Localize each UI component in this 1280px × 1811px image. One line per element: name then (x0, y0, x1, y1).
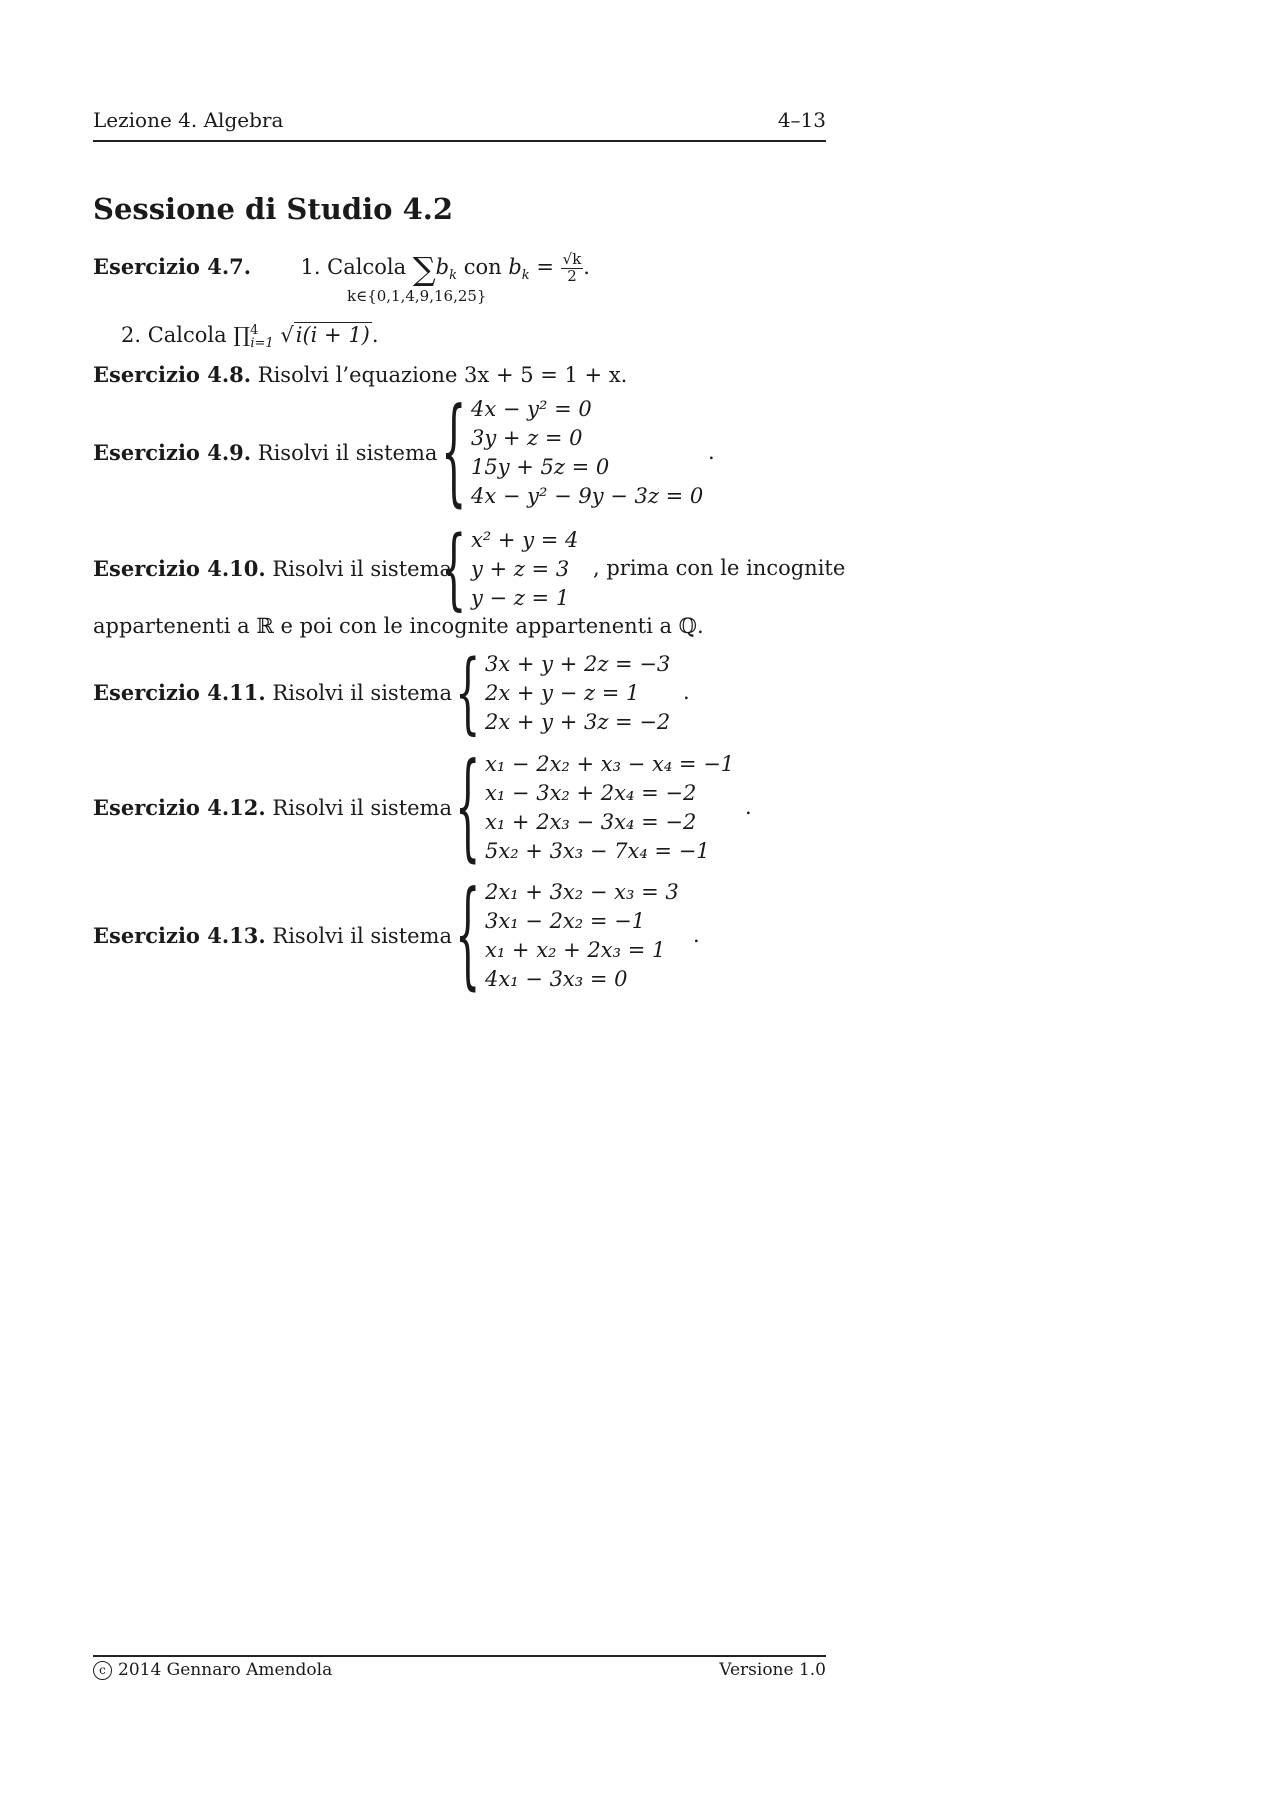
equations (471, 395, 703, 511)
prod-symbol: ∏ (233, 323, 251, 347)
exercise-text: Risolvi il sistema (272, 681, 452, 705)
period: . (683, 680, 690, 704)
equation: 3x + y + 2z = −3 (485, 652, 671, 676)
exercise-text: Risolvi il sistema (257, 441, 438, 465)
section-title: Sessione di Studio 4.2 (93, 192, 454, 226)
equations (485, 750, 734, 866)
prod-expr: i(i + 1) (295, 323, 370, 347)
copyright-icon: c (93, 1661, 112, 1680)
equation: x₁ + 2x₃ − 3x₄ = −2 (485, 810, 697, 834)
period: . (583, 255, 590, 279)
sqrt-sign: √ (280, 323, 294, 347)
exercise-4-7-item-2 (121, 323, 379, 352)
exercise-label: Esercizio 4.10. (93, 556, 266, 581)
brace: { (441, 386, 467, 520)
brace: { (441, 519, 467, 621)
period: . (745, 795, 752, 819)
sum-symbol: ∑ (412, 250, 436, 288)
equation: 4x₁ − 3x₃ = 0 (485, 967, 628, 991)
equation: y + z = 3 (471, 557, 570, 581)
exercise-4-11 (93, 643, 826, 745)
item-2: 2. Calcola (121, 323, 227, 347)
equation: 3x₁ − 2x₂ = −1 (485, 909, 646, 933)
exercise-text: Risolvi il sistema (272, 924, 452, 948)
brace: { (455, 741, 481, 875)
header-left: Lezione 4. Algebra (93, 108, 284, 132)
brace: { (455, 643, 481, 745)
equals: = (536, 255, 554, 279)
exercise-4-12 (93, 741, 826, 875)
continuation: appartenenti a ℝ e poi con le incognite appartenenti a ℚ. (93, 614, 704, 638)
exercise-label: Esercizio 4.8. (93, 362, 252, 387)
fraction-den: 2 (567, 267, 577, 285)
equation: 4x − y² = 0 (471, 397, 592, 421)
exercise-4-9 (93, 386, 826, 520)
equations (485, 878, 679, 994)
equation: x² + y = 4 (471, 528, 579, 552)
exercise-4-8 (93, 362, 627, 387)
fraction (561, 252, 584, 285)
def-lhs: b (508, 255, 522, 279)
exercise-label: Esercizio 4.9. (93, 440, 252, 465)
equations (485, 650, 670, 737)
brace: { (455, 869, 481, 1003)
footer-rule (93, 1655, 826, 1657)
equation: 15y + 5z = 0 (471, 455, 610, 479)
prod-sub: i=1 (250, 336, 274, 352)
equation: 2x + y + 3z = −2 (485, 710, 671, 734)
page-number: 4–13 (777, 108, 826, 132)
running-head (93, 106, 826, 142)
prod-sup: 4 (250, 323, 259, 338)
footer-version: Versione 1.0 (719, 1660, 826, 1680)
item-1: 1. Calcola (300, 255, 407, 279)
equation: 3y + z = 0 (471, 426, 583, 450)
equation: y − z = 1 (471, 586, 570, 610)
exercise-label: Esercizio 4.11. (93, 680, 266, 705)
exercise-label: Esercizio 4.13. (93, 923, 266, 948)
exercise-4-10 (93, 519, 846, 646)
exercise-text: Risolvi il sistema (272, 796, 452, 820)
equation: x₁ − 3x₂ + 2x₄ = −2 (485, 781, 697, 805)
term: b (435, 255, 450, 279)
equation: 2x₁ + 3x₂ − x₃ = 3 (485, 880, 679, 904)
period: . (708, 440, 715, 464)
exercise-label: Esercizio 4.7. (93, 254, 252, 279)
after-text: , prima con le incognite (593, 556, 846, 580)
equations (471, 526, 578, 613)
equation: 2x + y − z = 1 (485, 681, 640, 705)
sum-index: k∈{0,1,4,9,16,25} (347, 287, 487, 305)
period: . (693, 923, 700, 947)
period-2: . (371, 323, 379, 347)
con: con (463, 255, 502, 279)
exercise-text: Risolvi l’equazione 3x + 5 = 1 + x. (257, 363, 628, 387)
page (93, 0, 846, 1811)
exercise-4-13 (93, 869, 826, 1003)
exercise-text: Risolvi il sistema (272, 557, 452, 581)
fraction-num: √k (562, 250, 582, 269)
term-sub: k (449, 268, 457, 284)
footer-author: 2014 Gennaro Amendola (118, 1660, 333, 1680)
exercise-4-7 (93, 250, 590, 288)
equation: x₁ + x₂ + 2x₃ = 1 (485, 938, 666, 962)
equation: 4x − y² − 9y − 3z = 0 (471, 484, 704, 508)
equation: 5x₂ + 3x₃ − 7x₄ = −1 (485, 839, 710, 863)
def-sub: k (521, 268, 530, 284)
exercise-label: Esercizio 4.12. (93, 795, 266, 820)
equation: x₁ − 2x₂ + x₃ − x₄ = −1 (485, 752, 735, 776)
footer-left (93, 1660, 332, 1680)
